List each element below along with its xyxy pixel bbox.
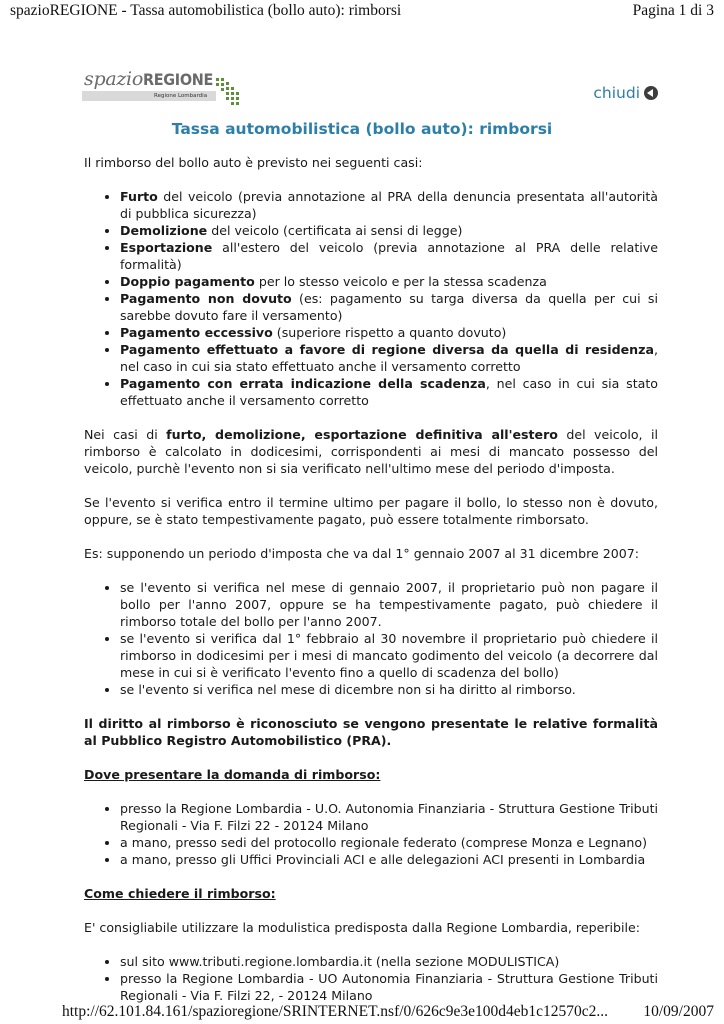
article-body [84, 154, 658, 1004]
list-item: • Pagamento effettuato a favore di regione diversa da quella di residenza, nel caso in cui sia stato effettuato anche il versamento corretto [120, 341, 658, 375]
print-header-title: spazioREGIONE - Tassa automobilistica (bollo auto): rimborsi [10, 2, 402, 19]
list-item: • a mano, presso sedi del protocollo regionale federato (comprese Monza e Legnano) [120, 834, 658, 851]
list-item: • Pagamento non dovuto (es: pagamento su targa diversa da quella per cui si sarebbe dovuto fare il versamento) [120, 290, 658, 324]
list-item: • Pagamento con errata indicazione della scadenza, nel caso in cui sia stato effettuato anche il versamento corretto [120, 375, 658, 409]
where-heading: Dove presentare la domanda di rimborso: [84, 767, 381, 782]
how-intro: E' consigliabile utilizzare la modulistica predisposta dalla Regione Lombardia, reperibile: [84, 920, 640, 935]
how-heading: Come chiedere il rimborso: [84, 886, 276, 901]
list-item: • sul sito www.tributi.regione.lombardia.it (nella sezione MODULISTICA) [120, 953, 658, 970]
list-item: • Demolizione del veicolo (certificata ai sensi di legge) [120, 222, 658, 239]
logo-wordmark: spazioREGIONE [84, 68, 214, 90]
paragraph-refund-calc: Nei casi di furto, demolizione, esportazione definitiva all'estero del veicolo, il rimborso è calcolato in dodicesimi, corrispondenti ai mesi di mancato possesso del veicolo, purchè l'evento non si sia verificato nell'ultimo mese del periodo d'imposta. [84, 427, 658, 476]
where-list [84, 800, 658, 868]
notice-text: Il diritto al rimborso è riconosciuto se vengono presentate le relative formalità al Pubblico Registro Automobilistico (PRA). [84, 716, 658, 748]
back-arrow-icon [644, 86, 658, 100]
how-list [84, 953, 658, 1004]
close-link[interactable] [593, 84, 658, 102]
print-footer-date: 10/09/2007 [643, 1003, 714, 1020]
cases-list [84, 188, 658, 409]
print-header [10, 0, 714, 24]
close-label: chiudi [593, 84, 640, 102]
print-footer [10, 1002, 714, 1024]
page-title: Tassa automobilistica (bollo auto): rimborsi [171, 120, 553, 138]
list-item: • Pagamento eccessivo (superiore rispetto a quanto dovuto) [120, 324, 658, 341]
paragraph-deadline: Se l'evento si verifica entro il termine ultimo per pagare il bollo, lo stesso non è dovuto, oppure, se è stato tempestivamente pagato, può essere totalmente rimborsato. [84, 495, 658, 527]
list-item: • Furto del veicolo (previa annotazione al PRA della denuncia presentata all'autorità di pubblica sicurezza) [120, 188, 658, 222]
paragraph-example: Es: supponendo un periodo d'imposta che va dal 1° gennaio 2007 al 31 dicembre 2007: [84, 546, 640, 561]
list-item: • presso la Regione Lombardia - UO Autonomia Finanziaria - Struttura Gestione Tributi Regionali - Via F. Filzi 22, - 20124 Milano [120, 970, 658, 1004]
list-item: • se l'evento si verifica nel mese di gennaio 2007, il proprietario può non pagare il bollo per l'anno 2007, oppure se ha tempestivamente pagato, può chiedere il rimborso totale del bollo per l'anno 2007. [120, 579, 658, 630]
spazioregione-logo[interactable] [82, 66, 242, 106]
list-item: • a mano, presso gli Uffici Provinciali ACI e alle delegazioni ACI presenti in Lombardia [120, 851, 658, 868]
list-item: • presso la Regione Lombardia - U.O. Autonomia Finanziaria - Struttura Gestione Tributi Regionali - Via F. Filzi 22 - 20124 Milano [120, 800, 658, 834]
list-item: • Esportazione all'estero del veicolo (previa annotazione al PRA delle relative formalità) [120, 239, 658, 273]
logo-dots-icon [216, 78, 240, 104]
logo-bar: Regione Lombardia [82, 91, 216, 101]
examples-list [84, 579, 658, 698]
print-footer-url: http://62.101.84.161/spazioregione/SRINTERNET.nsf/0/626c9e3e100d4eb1c12570c2... [62, 1003, 608, 1020]
list-item: • se l'evento si verifica nel mese di dicembre non si ha diritto al rimborso. [120, 681, 658, 698]
intro-text: Il rimborso del bollo auto è previsto nei seguenti casi: [84, 155, 423, 170]
print-header-page: Pagina 1 di 3 [632, 2, 714, 19]
list-item: • Doppio pagamento per lo stesso veicolo e per la stessa scadenza [120, 273, 658, 290]
list-item: • se l'evento si verifica dal 1° febbraio al 30 novembre il proprietario può chiedere il rimborso in dodicesimi per i mesi di mancato godimento del veicolo (a decorrere dal mese in cui si è verificato l'evento fino a quello di scadenza del bollo) [120, 630, 658, 681]
